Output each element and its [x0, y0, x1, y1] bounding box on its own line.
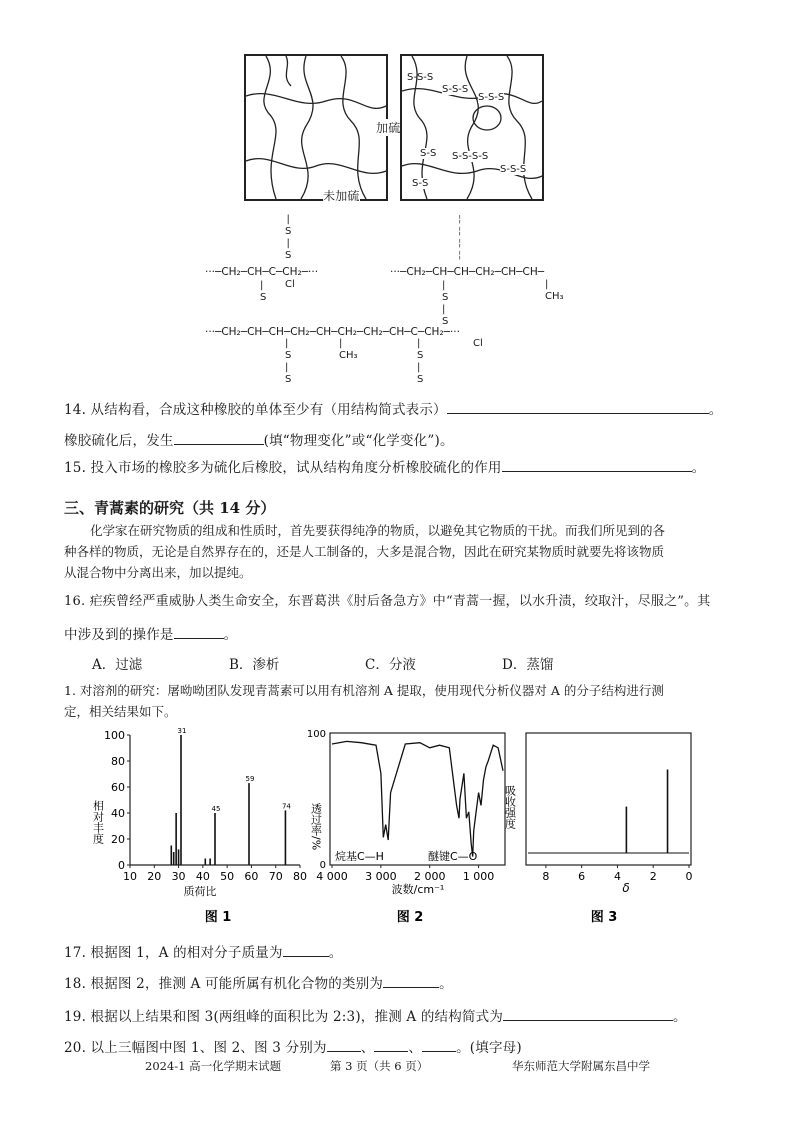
- fig1-ytick-label: 60: [111, 781, 125, 794]
- chain-row1-right: ···─CH₂─CH─CH─CH₂─CH─CH─: [390, 266, 545, 278]
- answer-blank[interactable]: [447, 400, 709, 414]
- chain-row1-left: ···─CH₂─CH─C─CH₂─···: [205, 266, 319, 278]
- vulcanized-rubber-structure: | S | S ···─CH₂─CH─C─CH₂─··· Cl | S ¦ ¦ ¦ ¦ ···─CH₂─CH─CH─CH₂─CH─CH─ | CH₃ | S | S ···─CH₂─CH─CH─CH₂─CH─CH₂─CH₂─CH─C─CH₂─··· | CH₃ Cl | S | S | S | S: [205, 214, 564, 385]
- fig2-ylabel: 透过率/%: [309, 803, 323, 851]
- fig2-xtick-label: 2 000: [413, 870, 446, 883]
- fig2-ytick-top: 100: [306, 729, 326, 740]
- polymer-chains-unvulcanized: [246, 56, 386, 199]
- answer-blank[interactable]: [174, 625, 224, 639]
- sulfur-bridge: S-S: [420, 148, 437, 159]
- unvulcanized-rubber-panel: [244, 54, 401, 203]
- question-20: 20. 以上三幅图中图 1、图 2、图 3 分别为 、 、 。(填字母): [64, 1040, 522, 1056]
- fig1-xtick-label: 40: [195, 870, 210, 883]
- question-16-line1: 16. 疟疾曾经严重威胁人类生命安全，东晋葛洪《肘后备急方》中“青蒿一握，以水升渍，绞取汁，尽服之”。其: [64, 594, 711, 609]
- fig1-ytick-label: 100: [104, 729, 125, 742]
- fig1-caption: 图 1: [204, 910, 232, 925]
- section-3-intro: 化学家在研究物质的组成和性质时，首先要获得纯净的物质，以避免其它物质的干扰。而我们所见到的各 种各样的物质，无论是自然界存在的，还是人工制备的，大多是混合物，因此在研究某物质时就要先将该物质 从混合物中分离出来，加以提纯。: [64, 523, 666, 580]
- question-19: 19. 根据以上结果和图 3(两组峰的面积比为 2:3)，推测 A 的结构简式为 。: [64, 1009, 687, 1025]
- fig3-xtick-label: 4: [613, 870, 621, 883]
- fig2-ytick-bottom: 0: [319, 860, 326, 871]
- fig1-xlabel: 质荷比: [183, 885, 217, 898]
- ir-transmittance-line: [332, 741, 503, 856]
- fig2-xtick-label: 3 000: [365, 870, 397, 883]
- footer-school-name: 华东师范大学附属东昌中学: [512, 1059, 650, 1073]
- sulfur-bridge: S-S: [412, 178, 429, 189]
- fig2-xtick-label: 1 000: [462, 870, 495, 883]
- option-b[interactable]: B．渗析: [229, 657, 280, 673]
- answer-blank[interactable]: [502, 458, 692, 472]
- vulcanized-rubber-panel: [400, 54, 544, 201]
- fig3-ylabel: 吸收强度: [503, 785, 517, 829]
- fig1-xtick-label: 50: [220, 870, 235, 883]
- fig1-xtick-label: 10: [123, 870, 137, 883]
- answer-blank[interactable]: [283, 943, 329, 957]
- ir-spectrum-chart: [307, 729, 505, 896]
- fig1-peak-label: 59: [245, 775, 255, 784]
- fig1-peak-label: 31: [177, 727, 187, 735]
- question-14a: 14. 从结构看，合成这种橡胶的单体至少有（用结构简式表示） 。: [64, 402, 723, 418]
- chlorine-label: Cl: [285, 279, 295, 290]
- label-unvulcanized: 未加硫: [323, 189, 360, 203]
- fig1-ytick-label: 0: [118, 859, 125, 872]
- sulfur-bridge: S-S-S: [442, 84, 469, 95]
- fig1-xtick-label: 30: [171, 870, 186, 883]
- option-c[interactable]: C．分液: [365, 657, 416, 673]
- spectra-figures: [88, 725, 708, 925]
- fig3-xtick-label: 0: [685, 870, 693, 883]
- nmr-spectrum-chart: [504, 733, 693, 895]
- label-vulcanized: 加硫: [376, 121, 401, 135]
- solvent-study-text: 1. 对溶剂的研究：屠呦呦团队发现青蒿素可以用有机溶剂 A 提取，使用现代分析仪器对 A 的分子结构进行测 定，相关结果如下。: [64, 683, 664, 719]
- answer-blank[interactable]: [503, 1007, 673, 1021]
- chain-row2: ···─CH₂─CH─CH─CH₂─CH─CH₂─CH₂─CH─C─CH₂─···: [205, 326, 460, 338]
- fig3-xlabel: δ: [622, 881, 630, 895]
- question-14b: 橡胶硫化后，发生 (填“物理变化”或“化学变化”)。: [64, 433, 454, 449]
- section-3-title: 三、青蒿素的研究（共 14 分）: [64, 499, 276, 517]
- fig1-xtick-label: 60: [244, 870, 259, 883]
- fig1-ytick-label: 20: [111, 833, 125, 846]
- fig3-xtick-label: 6: [578, 870, 586, 883]
- question-17: 17. 根据图 1，A 的相对分子质量为 。: [64, 945, 343, 961]
- fig2-caption: 图 2: [396, 910, 424, 925]
- answer-blank[interactable]: [174, 431, 264, 445]
- fig1-ytick-label: 40: [111, 807, 125, 820]
- question-15: 15. 投入市场的橡胶多为硫化后橡胶，试从结构角度分析橡胶硫化的作用 。: [64, 460, 706, 476]
- sulfur-bridge: S-S-S: [407, 72, 434, 83]
- question-16-line2: 中涉及到的操作是 。: [64, 627, 238, 643]
- fig2-xtick-label: 4 000: [316, 870, 348, 883]
- fig3-xtick-label: 2: [649, 870, 657, 883]
- footer-page-number: 第 3 页（共 6 页）: [330, 1059, 429, 1073]
- sulfur-bridge: S-S-S: [500, 164, 527, 175]
- option-a[interactable]: A．过滤: [92, 657, 143, 673]
- fig1-ylabel: 相对丰度: [91, 800, 105, 844]
- sulfur-bridge: S-S-S: [478, 92, 505, 103]
- sulfur-bridge: S-S-S-S: [452, 151, 489, 162]
- fig2-xlabel: 波数/cm⁻¹: [391, 883, 445, 896]
- fig2-annotation-ch: 烷基C—H: [335, 850, 384, 863]
- footer-exam-title: 2024-1 高一化学期末试题: [145, 1059, 282, 1073]
- fig3-xtick-label: 8: [542, 870, 550, 883]
- fig1-xtick-label: 70: [268, 870, 283, 883]
- fig1-xtick-label: 80: [293, 870, 307, 883]
- answer-blank[interactable]: [327, 1038, 361, 1052]
- fig1-ytick-label: 80: [111, 755, 125, 768]
- answer-blank[interactable]: [383, 974, 439, 988]
- fig3-caption: 图 3: [590, 910, 618, 925]
- answer-blank[interactable]: [374, 1038, 408, 1052]
- option-d[interactable]: D．蒸馏: [502, 657, 554, 673]
- fig2-annotation-co: 醚键C—O: [428, 850, 478, 863]
- fig1-peak-label: 45: [211, 805, 221, 813]
- fig1-peak-label: 74: [281, 802, 291, 811]
- fig1-xtick-label: 20: [147, 870, 162, 883]
- answer-blank[interactable]: [422, 1038, 456, 1052]
- question-18: 18. 根据图 2，推测 A 可能所属有机化合物的类别为 。: [64, 976, 453, 992]
- mass-spectrum-chart: [92, 727, 308, 898]
